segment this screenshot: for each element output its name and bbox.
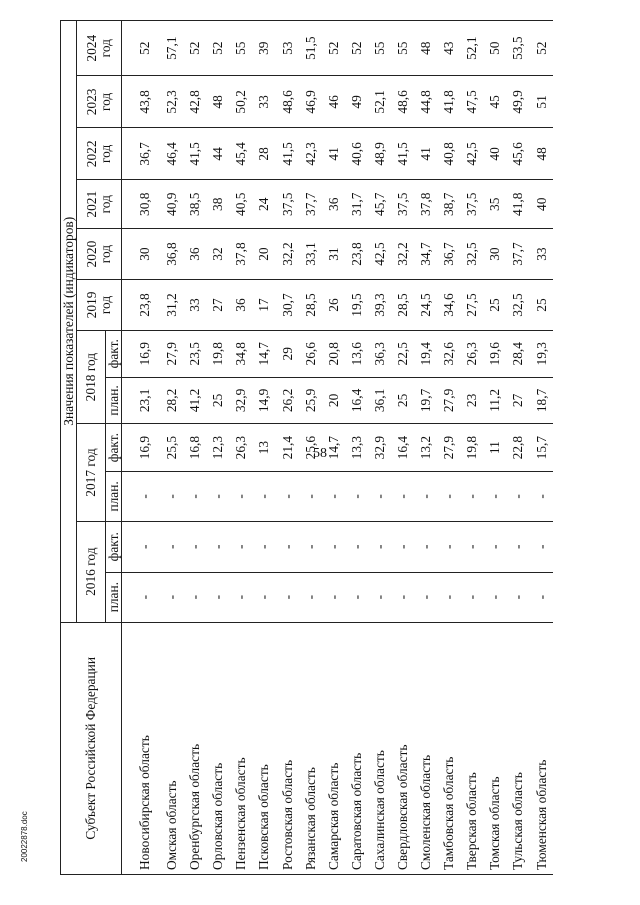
value-cell: -	[122, 471, 161, 521]
value-cell: 41,5	[275, 128, 298, 180]
year-column-header: 2023 год	[77, 76, 122, 128]
value-cell: 27,9	[437, 424, 460, 472]
value-cell: -	[299, 572, 322, 622]
value-cell: -	[414, 521, 437, 572]
value-cell: 45,7	[368, 180, 391, 229]
value-cell: 46,9	[299, 76, 322, 128]
value-cell: -	[368, 572, 391, 622]
value-cell: 39,3	[368, 280, 391, 331]
value-cell: 48	[414, 21, 437, 76]
value-cell: 23,8	[122, 280, 161, 331]
value-cell: 17	[252, 280, 275, 331]
value-cell: 25,6	[299, 424, 322, 472]
fact-subheader: факт.	[106, 424, 122, 472]
value-cell: 19,8	[460, 424, 483, 472]
region-name-cell: Сахалинская область	[368, 622, 391, 874]
value-cell: 36	[229, 280, 252, 331]
value-cell: 19,7	[414, 377, 437, 424]
value-cell: 36,7	[122, 128, 161, 180]
region-name-cell: Тверская область	[460, 622, 483, 874]
value-cell: 36,7	[437, 229, 460, 280]
value-cell: 12,3	[206, 424, 229, 472]
region-name-cell: Тюменская область	[530, 622, 553, 874]
region-name-cell: Саратовская область	[345, 622, 368, 874]
value-cell: -	[460, 471, 483, 521]
value-cell: 52	[183, 21, 206, 76]
value-cell: 19,5	[345, 280, 368, 331]
value-cell: -	[122, 572, 161, 622]
table-row	[206, 21, 229, 875]
value-cell: 52,3	[160, 76, 183, 128]
table-row	[345, 21, 368, 875]
value-cell: 36,1	[368, 377, 391, 424]
value-cell: -	[530, 471, 553, 521]
year-column-header: 2020 год	[77, 229, 122, 280]
value-cell: 13,2	[414, 424, 437, 472]
value-cell: 40,9	[160, 180, 183, 229]
value-cell: 18,7	[530, 377, 553, 424]
value-cell: 19,3	[530, 330, 553, 377]
value-cell: 38	[206, 180, 229, 229]
region-name-cell: Свердловская область	[391, 622, 414, 874]
value-cell: -	[229, 572, 252, 622]
region-name-cell: Рязанская область	[299, 622, 322, 874]
value-cell: -	[252, 471, 275, 521]
region-name-cell: Псковская область	[252, 622, 275, 874]
value-cell: -	[530, 572, 553, 622]
value-cell: 57,1	[160, 21, 183, 76]
value-cell: 20,8	[322, 330, 345, 377]
value-cell: -	[299, 521, 322, 572]
value-cell: 33	[183, 280, 206, 331]
value-cell: 52	[322, 21, 345, 76]
table-row	[506, 21, 529, 875]
value-cell: 33	[252, 76, 275, 128]
value-cell: -	[437, 521, 460, 572]
value-cell: -	[460, 521, 483, 572]
value-cell: 13,6	[345, 330, 368, 377]
value-cell: 49,9	[506, 76, 529, 128]
table-row	[322, 21, 345, 875]
value-cell: 46	[322, 76, 345, 128]
value-cell: 20	[322, 377, 345, 424]
rotated-table-container	[60, 20, 580, 875]
value-cell: 30	[122, 229, 161, 280]
value-cell: 40,8	[437, 128, 460, 180]
value-cell: 30,7	[275, 280, 298, 331]
value-cell: 28	[252, 128, 275, 180]
year-column-header: 2022 год	[77, 128, 122, 180]
value-cell: -	[414, 471, 437, 521]
value-cell: 53,5	[506, 21, 529, 76]
subject-column-header: Субъект Российской Федерации	[61, 622, 122, 874]
region-name-cell: Оренбургская область	[183, 622, 206, 874]
value-cell: 44	[206, 128, 229, 180]
value-cell: -	[122, 521, 161, 572]
value-cell: 37,8	[414, 180, 437, 229]
value-cell: 47,5	[460, 76, 483, 128]
value-cell: 16,9	[122, 330, 161, 377]
value-cell: 37,7	[506, 229, 529, 280]
value-cell: 48,6	[275, 76, 298, 128]
value-cell: 40	[530, 180, 553, 229]
table-body	[122, 21, 553, 875]
value-cell: -	[391, 521, 414, 572]
value-cell: 40,5	[229, 180, 252, 229]
value-cell: 48	[206, 76, 229, 128]
table-row	[483, 21, 506, 875]
value-cell: 16,9	[122, 424, 161, 472]
value-cell: 55	[229, 21, 252, 76]
value-cell: -	[229, 471, 252, 521]
year-group-header: 2017 год	[77, 424, 106, 522]
table-row	[299, 21, 322, 875]
value-cell: -	[437, 572, 460, 622]
region-name-cell: Ростовская область	[275, 622, 298, 874]
value-cell: 38,5	[183, 180, 206, 229]
value-cell: -	[252, 521, 275, 572]
table-row	[530, 21, 553, 875]
value-cell: 13,3	[345, 424, 368, 472]
value-cell: 25,5	[160, 424, 183, 472]
value-cell: -	[391, 572, 414, 622]
year-group-header: 2018 год	[77, 330, 106, 423]
value-cell: 30	[483, 229, 506, 280]
region-name-cell: Самарская область	[322, 622, 345, 874]
value-cell: 50	[483, 21, 506, 76]
value-cell: 28,5	[391, 280, 414, 331]
value-cell: 23	[460, 377, 483, 424]
value-cell: 42,3	[299, 128, 322, 180]
value-cell: 40,6	[345, 128, 368, 180]
value-cell: 45,4	[229, 128, 252, 180]
value-cell: -	[368, 471, 391, 521]
value-cell: 29	[275, 330, 298, 377]
value-cell: 28,5	[299, 280, 322, 331]
value-cell: 32,2	[275, 229, 298, 280]
value-cell: -	[530, 521, 553, 572]
value-cell: -	[206, 471, 229, 521]
value-cell: 23,8	[345, 229, 368, 280]
value-cell: -	[506, 572, 529, 622]
value-cell: 34,6	[437, 280, 460, 331]
value-cell: 25	[530, 280, 553, 331]
table-row	[414, 21, 437, 875]
region-name-cell: Тамбовская область	[437, 622, 460, 874]
value-cell: 45,6	[506, 128, 529, 180]
value-cell: 25	[391, 377, 414, 424]
value-cell: 36,3	[368, 330, 391, 377]
value-cell: 55	[368, 21, 391, 76]
value-cell: 31,2	[160, 280, 183, 331]
value-cell: 45	[483, 76, 506, 128]
value-cell: 32,5	[460, 229, 483, 280]
value-cell: 42,5	[368, 229, 391, 280]
page-number: 58	[313, 446, 327, 461]
value-cell: 37,7	[299, 180, 322, 229]
value-cell: 55	[391, 21, 414, 76]
region-name-cell: Тульская область	[506, 622, 529, 874]
value-cell: -	[483, 471, 506, 521]
value-cell: -	[437, 471, 460, 521]
value-cell: 19,6	[483, 330, 506, 377]
value-cell: 16,8	[183, 424, 206, 472]
value-cell: 48	[530, 128, 553, 180]
value-cell: 25,9	[299, 377, 322, 424]
value-cell: 44,8	[414, 76, 437, 128]
table-row	[160, 21, 183, 875]
table-row	[275, 21, 298, 875]
value-cell: 26,3	[460, 330, 483, 377]
table-row	[460, 21, 483, 875]
value-cell: -	[345, 521, 368, 572]
value-cell: 52	[345, 21, 368, 76]
value-cell: -	[275, 572, 298, 622]
table-row	[437, 21, 460, 875]
table-row	[229, 21, 252, 875]
year-column-header: 2019 год	[77, 280, 122, 331]
value-cell: 41,5	[391, 128, 414, 180]
value-cell: 15,7	[530, 424, 553, 472]
value-cell: -	[414, 572, 437, 622]
value-cell: 52,1	[368, 76, 391, 128]
value-cell: -	[229, 521, 252, 572]
value-cell: -	[368, 521, 391, 572]
value-cell: 32,5	[506, 280, 529, 331]
year-column-header: 2024 год	[77, 21, 122, 76]
region-name-cell: Пензенская область	[229, 622, 252, 874]
value-cell: 27,5	[460, 280, 483, 331]
value-cell: 20	[252, 229, 275, 280]
value-cell: -	[206, 521, 229, 572]
value-cell: 21,4	[275, 424, 298, 472]
value-cell: -	[322, 572, 345, 622]
value-cell: -	[275, 521, 298, 572]
value-cell: 41,5	[183, 128, 206, 180]
value-cell: 32	[206, 229, 229, 280]
value-cell: 19,8	[206, 330, 229, 377]
plan-subheader: план.	[106, 471, 122, 521]
value-cell: 52	[206, 21, 229, 76]
value-cell: 48,6	[391, 76, 414, 128]
value-cell: 37,5	[460, 180, 483, 229]
value-cell: 27,9	[160, 330, 183, 377]
value-cell: 23,1	[122, 377, 161, 424]
value-cell: -	[345, 471, 368, 521]
region-name-cell: Смоленская область	[414, 622, 437, 874]
value-cell: 25	[483, 280, 506, 331]
region-name-cell: Омская область	[160, 622, 183, 874]
year-group-header: 2016 год	[77, 521, 106, 622]
value-cell: 32,2	[391, 229, 414, 280]
value-cell: 16,4	[345, 377, 368, 424]
value-cell: 35	[483, 180, 506, 229]
value-cell: -	[460, 572, 483, 622]
value-cell: 32,9	[368, 424, 391, 472]
value-cell: 14,7	[322, 424, 345, 472]
table-row	[252, 21, 275, 875]
value-cell: -	[160, 471, 183, 521]
value-cell: 52	[530, 21, 553, 76]
value-cell: 19,4	[414, 330, 437, 377]
value-cell: -	[183, 521, 206, 572]
value-cell: 43	[437, 21, 460, 76]
value-cell: 33,1	[299, 229, 322, 280]
value-cell: 23,5	[183, 330, 206, 377]
value-cell: -	[299, 471, 322, 521]
region-name-cell: Новосибирская область	[122, 622, 161, 874]
value-cell: 42,8	[183, 76, 206, 128]
value-cell: 28,2	[160, 377, 183, 424]
value-cell: 37,8	[229, 229, 252, 280]
value-cell: 28,4	[506, 330, 529, 377]
table-row	[391, 21, 414, 875]
value-cell: -	[506, 471, 529, 521]
value-cell: 41,2	[183, 377, 206, 424]
indicators-table	[60, 20, 553, 875]
value-cell: 37,5	[275, 180, 298, 229]
value-cell: 31	[322, 229, 345, 280]
fact-subheader: факт.	[106, 330, 122, 377]
value-cell: 34,7	[414, 229, 437, 280]
value-cell: 27	[506, 377, 529, 424]
value-cell: 40	[483, 128, 506, 180]
value-cell: 33	[530, 229, 553, 280]
value-cell: 51	[530, 76, 553, 128]
value-cell: 36	[322, 180, 345, 229]
plan-subheader: план.	[106, 377, 122, 424]
value-cell: 52	[122, 21, 161, 76]
value-cell: 41	[414, 128, 437, 180]
fact-subheader: факт.	[106, 521, 122, 572]
value-cell: -	[483, 572, 506, 622]
value-cell: 22,8	[506, 424, 529, 472]
value-cell: -	[322, 521, 345, 572]
value-cell: -	[483, 521, 506, 572]
value-cell: 26,2	[275, 377, 298, 424]
value-cell: -	[391, 471, 414, 521]
value-cell: 38,7	[437, 180, 460, 229]
value-cell: 26	[322, 280, 345, 331]
value-cell: -	[345, 572, 368, 622]
region-name-cell: Томская область	[483, 622, 506, 874]
value-cell: 14,9	[252, 377, 275, 424]
value-cell: 34,8	[229, 330, 252, 377]
value-cell: 16,4	[391, 424, 414, 472]
value-cell: 27	[206, 280, 229, 331]
year-column-header: 2021 год	[77, 180, 122, 229]
region-name-cell: Орловская область	[206, 622, 229, 874]
value-cell: 31,7	[345, 180, 368, 229]
table-row	[183, 21, 206, 875]
value-cell: 41,8	[506, 180, 529, 229]
value-cell: -	[322, 471, 345, 521]
value-cell: 36	[183, 229, 206, 280]
document-footer-code: 20022878.doc	[20, 811, 29, 862]
value-cell: 39	[252, 21, 275, 76]
value-cell: -	[252, 572, 275, 622]
value-cell: 25	[206, 377, 229, 424]
value-cell: 51,5	[299, 21, 322, 76]
value-cell: 49	[345, 76, 368, 128]
value-cell: 11,2	[483, 377, 506, 424]
value-cell: 52,1	[460, 21, 483, 76]
values-group-header: Значения показателей (индикаторов)	[61, 21, 77, 623]
value-cell: -	[206, 572, 229, 622]
value-cell: 26,6	[299, 330, 322, 377]
value-cell: -	[160, 521, 183, 572]
value-cell: -	[160, 572, 183, 622]
value-cell: 11	[483, 424, 506, 472]
value-cell: 41,8	[437, 76, 460, 128]
value-cell: 24	[252, 180, 275, 229]
value-cell: -	[506, 521, 529, 572]
value-cell: 37,5	[391, 180, 414, 229]
value-cell: 46,4	[160, 128, 183, 180]
table-row	[368, 21, 391, 875]
table-row	[122, 21, 161, 875]
value-cell: -	[183, 572, 206, 622]
value-cell: -	[183, 471, 206, 521]
value-cell: 14,7	[252, 330, 275, 377]
value-cell: 50,2	[229, 76, 252, 128]
value-cell: 30,8	[122, 180, 161, 229]
value-cell: -	[275, 471, 298, 521]
value-cell: 36,8	[160, 229, 183, 280]
value-cell: 22,5	[391, 330, 414, 377]
value-cell: 48,9	[368, 128, 391, 180]
value-cell: 43,8	[122, 76, 161, 128]
value-cell: 13	[252, 424, 275, 472]
value-cell: 26,3	[229, 424, 252, 472]
value-cell: 24,5	[414, 280, 437, 331]
value-cell: 27,9	[437, 377, 460, 424]
plan-subheader: план.	[106, 572, 122, 622]
value-cell: 42,5	[460, 128, 483, 180]
value-cell: 32,6	[437, 330, 460, 377]
value-cell: 53	[275, 21, 298, 76]
value-cell: 41	[322, 128, 345, 180]
value-cell: 32,9	[229, 377, 252, 424]
